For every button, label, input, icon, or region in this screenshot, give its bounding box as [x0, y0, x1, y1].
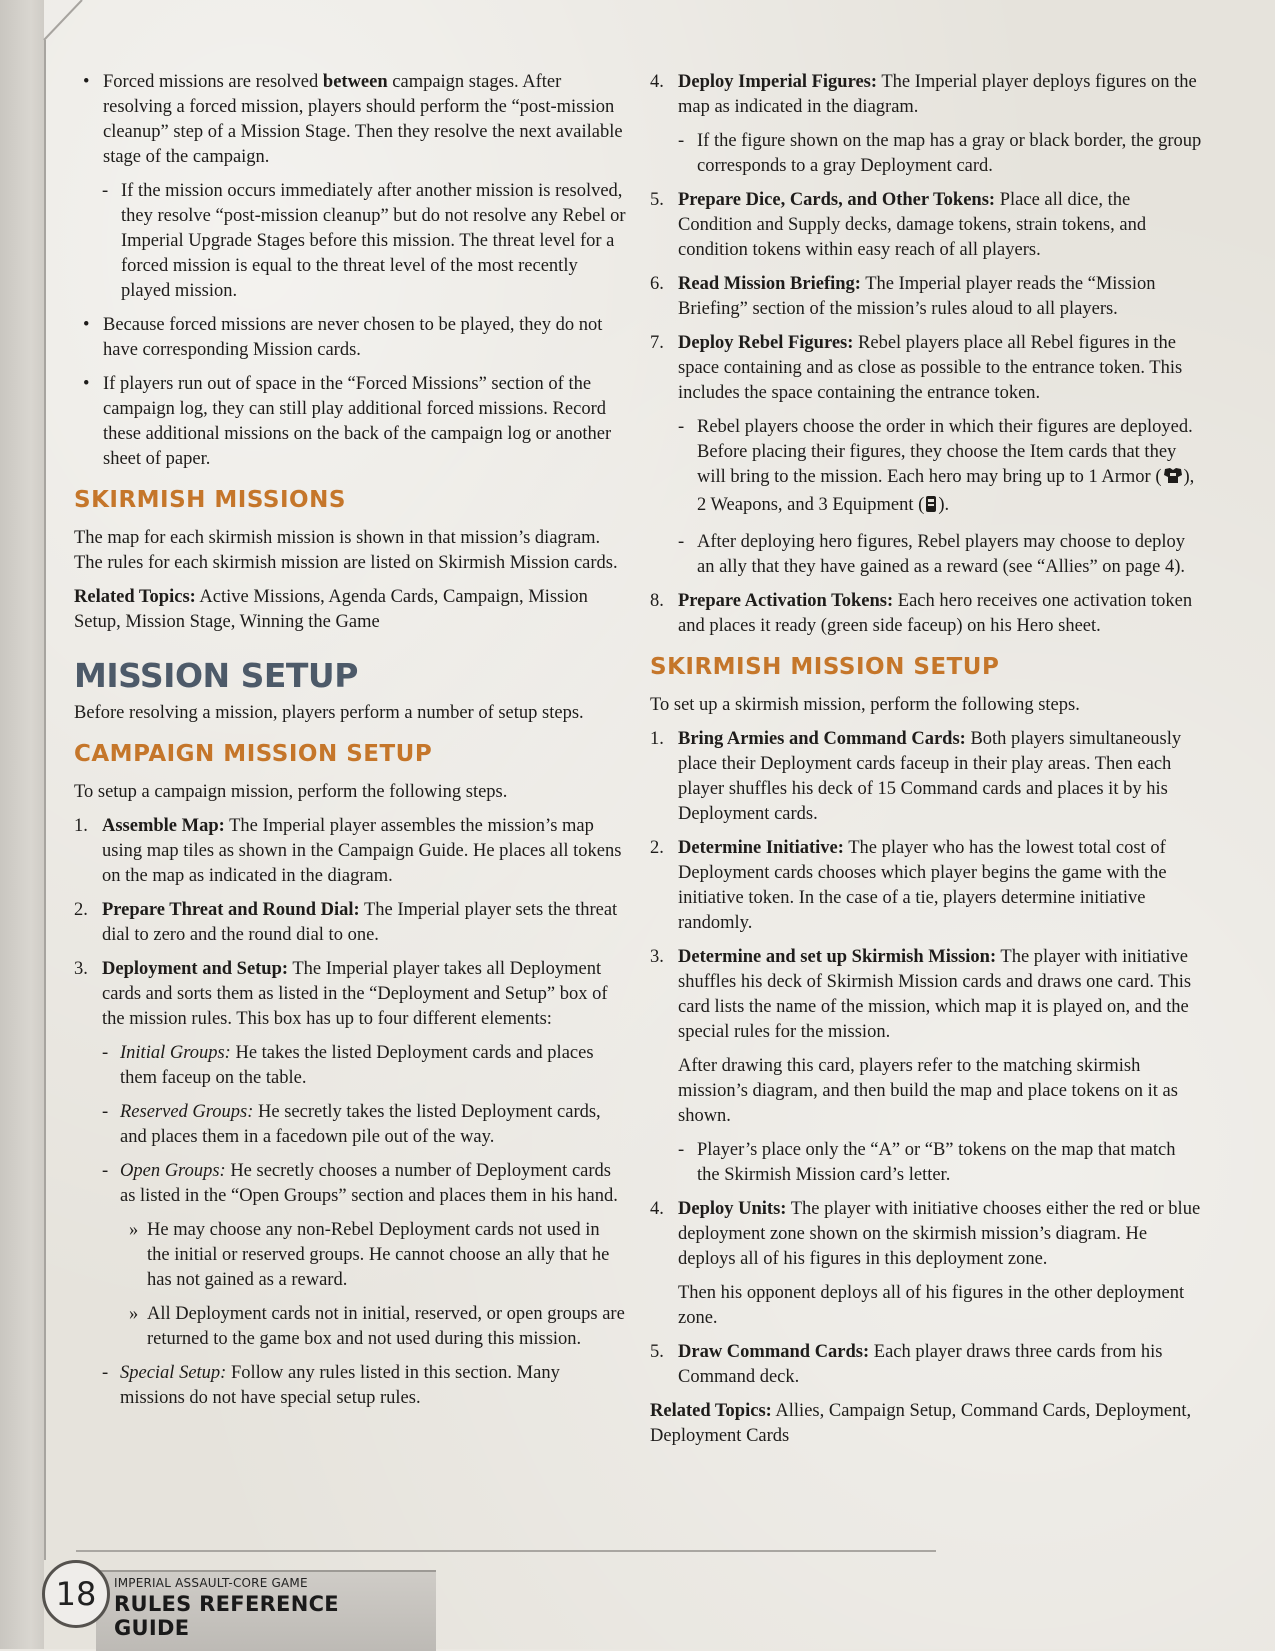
equipment-icon: [924, 495, 938, 521]
related-topics: Related Topics: Allies, Campaign Setup, Command Cards, Deployment, Deployment Cards: [650, 1401, 1192, 1446]
paragraph: To set up a skirmish mission, perform the following steps.: [650, 695, 1080, 715]
sub-item: - Initial Groups: He takes the listed Deployment cards and places them faceup on the table.: [102, 1043, 594, 1088]
bullet-item: • Because forced missions are never chosen to be played, they do not have corresponding Mission cards.: [83, 315, 603, 360]
footer-big-title: RULES REFERENCE GUIDE: [114, 1592, 339, 1640]
numbered-step: 2. Determine Initiative: The player who has the lowest total cost of Deployment cards chooses which player begins the game with the initiative token. In the case of a tie, players determine initiative randomly.: [650, 838, 1167, 933]
bullet-item: • Forced missions are resolved between campaign stages. After resolving a forced mission, players should perform the “post-mission cleanup” step of a Mission Stage. Then they resolve the next available stage of the campaign.: [83, 72, 623, 167]
paragraph: After drawing this card, players refer to the matching skirmish mission’s diagram, and then build the map and place tokens on it as shown.: [678, 1056, 1178, 1126]
footer-small-title: IMPERIAL ASSAULT-CORE GAME: [114, 1576, 308, 1590]
paragraph: The map for each skirmish mission is shown in that mission’s diagram. The rules for each skirmish mission are listed on Skirmish Mission cards.: [74, 528, 618, 573]
numbered-step: 4. Deploy Imperial Figures: The Imperial player deploys figures on the map as indicated in the diagram.: [650, 72, 1197, 117]
numbered-step: 8. Prepare Activation Tokens: Each hero receives one activation token and places it ready (green side faceup) on his Hero sheet.: [650, 591, 1193, 636]
paragraph: Before resolving a mission, players perform a number of setup steps.: [74, 703, 584, 723]
paragraph: Then his opponent deploys all of his figures in the other deployment zone.: [678, 1283, 1185, 1328]
bullet-item: • If players run out of space in the “Forced Missions” section of the campaign log, they can still play additional forced missions. Record these additional missions on the back of the campaign log or another sheet of paper.: [83, 374, 612, 469]
numbered-step: 6. Read Mission Briefing: The Imperial player reads the “Mission Briefing” section of the mission’s rules aloud to all players.: [650, 274, 1156, 319]
page-number: 18: [42, 1560, 110, 1628]
sub-item: - Special Setup: Follow any rules listed in this section. Many missions do not have special setup rules.: [102, 1363, 560, 1408]
page-footer: [36, 1540, 416, 1649]
related-topics: Related Topics: Active Missions, Agenda Cards, Campaign, Mission Setup, Mission Stage, Winning the Game: [74, 587, 588, 632]
left-decorative-strip: [0, 0, 44, 1649]
sub-sub-item: » All Deployment cards not in initial, reserved, or open groups are returned to the game box and not used during this mission.: [129, 1304, 625, 1349]
numbered-step: 1. Bring Armies and Command Cards: Both players simultaneously place their Deployment cards faceup in their play areas. Then each player shuffles his deck of 15 Command cards and places it by his Deployment cards.: [650, 729, 1182, 824]
sub-item: - Rebel players choose the order in which their figures are deployed. Before placing their figures, they choose the Item cards that they will bring to the mission. Each hero may bring up to 1 Armor ( ), 2 Weapons, and 3 Equipment ( ).: [650, 415, 1202, 521]
armor-icon: [1162, 467, 1184, 493]
numbered-step: 2. Prepare Threat and Round Dial: The Imperial player sets the threat dial to zero and the round dial to one.: [74, 900, 618, 945]
numbered-step: 7. Deploy Rebel Figures: Rebel players place all Rebel figures in the space containing and as close as possible to the entrance token. This includes the space containing the entrance token.: [650, 333, 1183, 403]
sub-sub-item: » He may choose any non-Rebel Deployment cards not used in the initial or reserved groups. He cannot choose an ally that he has not gained as a reward.: [129, 1220, 610, 1290]
numbered-step: 3. Determine and set up Skirmish Mission: The player with initiative shuffles his deck of Skirmish Mission cards and draws one card. This card lists the name of the mission, which map it is played on, and the special rules for the mission.: [650, 947, 1192, 1042]
heading-mission-setup: MISSION SETUP: [74, 656, 358, 695]
numbered-step: 5. Prepare Dice, Cards, and Other Tokens: Place all dice, the Condition and Supply decks, damage tokens, strain tokens, and condition tokens within easy reach of all players.: [650, 190, 1147, 260]
left-column: [74, 70, 626, 1420]
right-column: [650, 70, 1202, 1458]
sub-item: - Player’s place only the “A” or “B” tokens on the map that match the Skirmish Mission card’s letter.: [678, 1140, 1176, 1185]
sub-item: - Reserved Groups: He secretly takes the listed Deployment cards, and places them in a facedown pile out of the way.: [102, 1102, 601, 1147]
left-border-line: [44, 40, 46, 1560]
section-heading-campaign-mission-setup: CAMPAIGN MISSION SETUP: [74, 741, 433, 767]
paragraph: To setup a campaign mission, perform the following steps.: [74, 782, 508, 802]
section-heading-skirmish-missions: SKIRMISH MISSIONS: [74, 487, 346, 513]
sub-item: - If the figure shown on the map has a gray or black border, the group corresponds to a gray Deployment card.: [678, 131, 1202, 176]
section-heading-skirmish-mission-setup: SKIRMISH MISSION SETUP: [650, 654, 1000, 680]
numbered-step: 4. Deploy Units: The player with initiative chooses either the red or blue deployment zone shown on the skirmish mission’s diagram. He deploys all of his figures in this deployment zone.: [650, 1199, 1201, 1269]
sub-item: - Open Groups: He secretly chooses a number of Deployment cards as listed in the “Open Groups” section and places them in his hand.: [102, 1161, 618, 1206]
numbered-step: 3. Deployment and Setup: The Imperial player takes all Deployment cards and sorts them as listed in the “Deployment and Setup” box of the mission rules. This box has up to four different elements:: [74, 959, 608, 1029]
corner-decoration: [0, 0, 90, 60]
sub-item: - If the mission occurs immediately after another mission is resolved, they resolve “post-mission cleanup” but do not resolve any Rebel or Imperial Upgrade Stages before this mission. The threat level for a forced mission is equal to the threat level of the most recently played mission.: [102, 181, 626, 301]
sub-item: - After deploying hero figures, Rebel players may choose to deploy an ally that they have gained as a reward (see “Allies” on page 4).: [678, 532, 1186, 577]
numbered-step: 1. Assemble Map: The Imperial player assembles the mission’s map using map tiles as shown in the Campaign Guide. He places all tokens on the map as indicated in the diagram.: [74, 816, 622, 886]
numbered-step: 5. Draw Command Cards: Each player draws three cards from his Command deck.: [650, 1342, 1163, 1387]
footer-divider: [76, 1550, 936, 1552]
